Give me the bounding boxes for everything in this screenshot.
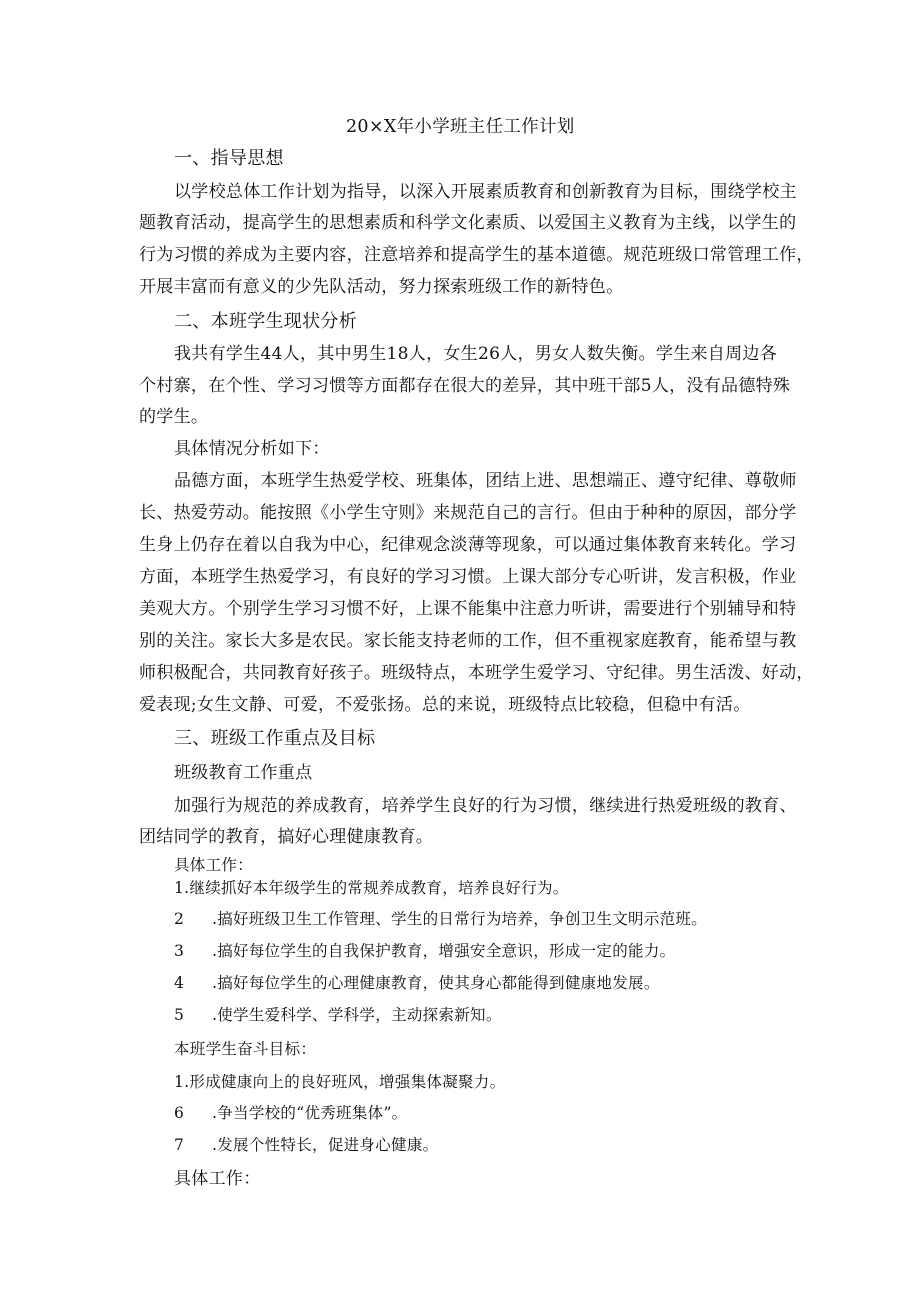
paragraph-line: 师积极配合，共同教育好孩子。班级特点，本班学生爱学习、守纪律。男生活泼、好动， <box>139 663 814 683</box>
list-item-text: .搞好每位学生的自我保护教育，增强安全意识，形成一定的能力。 <box>212 942 676 960</box>
subheading: 具体工作： <box>174 856 254 874</box>
paragraph-line: 加强行为规范的养成教育，培养学生良好的行为习惯，继续进行热爱班级的教育、 <box>174 796 797 816</box>
list-item <box>174 940 675 962</box>
paragraph-line: 生身上仍存在着以自我为中心，纪律观念淡薄等现象，可以通过集体教育来转化。学习 <box>139 535 797 555</box>
list-item <box>174 1004 502 1026</box>
list-item-text: .搞好每位学生的心理健康教育，使其身心都能得到健康地发展。 <box>212 974 660 992</box>
subheading: 具体工作： <box>174 1169 261 1189</box>
paragraph-line: 别的关注。家长大多是农民。家长能支持老师的工作，但不重视家庭教育，能希望与教 <box>139 631 797 651</box>
goal-item: 1.形成健康向上的良好班风，增强集体凝聚力。 <box>174 1073 506 1091</box>
paragraph-line: 品德方面，本班学生热爱学校、班集体，团结上进、思想端正、遵守纪律、尊敬师 <box>174 471 797 491</box>
list-item-number: 3 <box>174 942 185 960</box>
subheading: 班级教育工作重点 <box>174 763 313 783</box>
list-item <box>174 908 707 930</box>
paragraph-line: 以学校总体工作计划为指导，以深入开展素质教育和创新教育为目标，围绕学校主 <box>174 182 797 202</box>
list-item-text: .使学生爱科学、学科学，主动探索新知。 <box>212 1006 502 1024</box>
list-item-text: .搞好班级卫生工作管理、学生的日常行为培养，争创卫生文明示范班。 <box>212 910 708 928</box>
paragraph-line: 的学生。 <box>139 407 209 427</box>
goal-item-text: .发展个性特长，促进身心健康。 <box>212 1136 439 1154</box>
list-item <box>174 972 660 994</box>
list-item-number: 4 <box>174 974 185 992</box>
goal-item-number: 6 <box>174 1104 185 1122</box>
goal-item-text: .争当学校的“优秀班集体”。 <box>212 1104 408 1122</box>
paragraph-line: 长、热爱劳动。能按照《小学生守则》来规范自己的言行。但由于种种的原因，部分学 <box>139 503 797 523</box>
section-heading-1: 一、指导思想 <box>174 148 284 169</box>
section-heading-2: 二、本班学生现状分析 <box>174 311 357 332</box>
paragraph-line: 个村寨，在个性、学习习惯等方面都存在很大的差异，其中班干部5人，没有品德特殊 <box>139 376 791 396</box>
paragraph-line: 开展丰富而有意义的少先队活动，努力探索班级工作的新特色。 <box>139 277 624 297</box>
paragraph-line: 爱表现;女生文静、可爱，不爱张扬。总的来说，班级特点比较稳，但稳中有活。 <box>139 695 751 715</box>
goals-heading: 本班学生奋斗目标： <box>174 1040 317 1058</box>
list-item: 1.继续抓好本年级学生的常规养成教育，培养良好行为。 <box>174 879 569 897</box>
goal-item-number: 7 <box>174 1136 185 1154</box>
paragraph-line: 方面，本班学生热爱学习，有良好的学习习惯。上课大部分专心听讲，发言积极，作业 <box>139 567 797 587</box>
list-item-number: 5 <box>174 1006 185 1024</box>
section-heading-3: 三、班级工作重点及目标 <box>174 728 376 749</box>
paragraph-line: 我共有学生44人，其中男生18人，女生26人，男女人数失衡。学生来自周边各 <box>174 344 777 364</box>
paragraph-line: 具体情况分析如下： <box>174 439 330 459</box>
goal-item <box>174 1102 407 1124</box>
list-item-number: 2 <box>174 910 185 928</box>
paragraph-line: 题教育活动，提高学生的思想素质和科学文化素质、以爱国主义教育为主线，以学生的 <box>139 213 797 233</box>
document-title: 20×X年小学班主任工作计划 <box>346 117 575 137</box>
goal-item <box>174 1134 438 1156</box>
paragraph-line: 美观大方。个别学生学习习惯不好，上课不能集中注意力听讲，需要进行个别辅导和特 <box>139 599 797 619</box>
paragraph-line: 行为习惯的养成为主要内容，注意培养和提高学生的基本道德。规范班级口常管理工作， <box>139 245 814 265</box>
paragraph-line: 团结同学的教育，搞好心理健康教育。 <box>139 827 434 847</box>
